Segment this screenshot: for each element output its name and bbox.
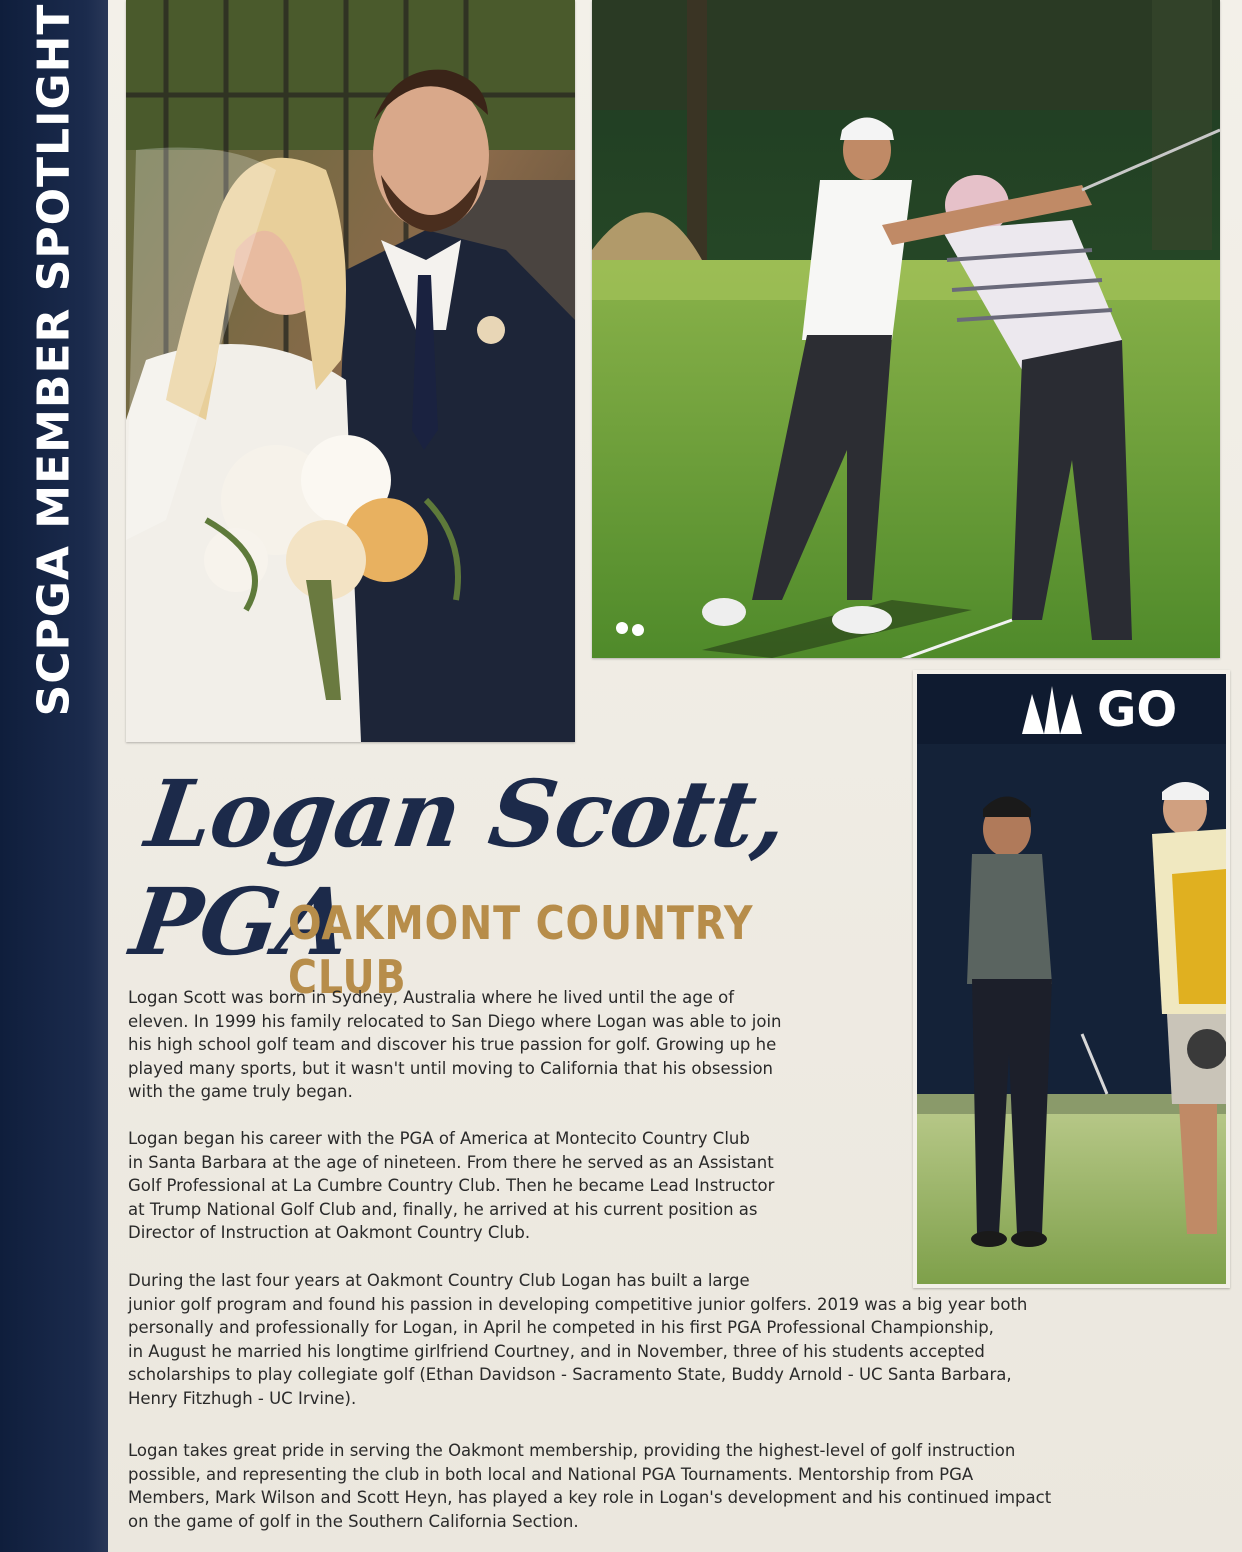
club-name-title: OAKMONT COUNTRY CLUB bbox=[288, 896, 754, 1004]
side-banner-text: SCPGA MEMBER SPOTLIGHT bbox=[28, 3, 80, 717]
golf-lesson-photo bbox=[592, 0, 1220, 658]
bio-paragraph-1: Logan Scott was born in Sydney, Australia where he lived until the age of eleven. In 1999 his family relocated to San Diego where Logan was able to join his high school golf team and discover his true passion for golf. Growing up he played many sports, but it wasn't until moving to California that his obsession with the game truly began. bbox=[128, 988, 782, 1102]
tournament-photo bbox=[913, 670, 1230, 1288]
banner-text: GO bbox=[1097, 682, 1178, 738]
bio-paragraph-2: Logan began his career with the PGA of America at Montecito Country Club in Santa Barbara at the age of nineteen. From there he served as an Assistant Golf Professional at La Cumbre Country Club. Then he became Lead Instructor at Trump National Golf Club and, finally, he arrived at his current position as Director of Instruction at Oakmont Country Club. bbox=[128, 1129, 775, 1243]
side-banner bbox=[0, 0, 108, 1552]
wedding-photo-illustration bbox=[126, 0, 575, 742]
bio-paragraph-3: During the last four years at Oakmont Country Club Logan has built a large junior golf program and found his passion in developing competitive junior golfers. 2019 was a big year both personally and professionally for Logan, in April he competed in his first PGA Professional Championship, in August he married his longtime girlfriend Courtney, and in November, three of his students accepted scholarships to play collegiate golf (Ethan Davidson - Sacramento State, Buddy Arnold - UC Santa Barbara, Henry Fitzhugh - UC Irvine). bbox=[128, 1271, 1028, 1408]
tournament-illustration bbox=[917, 674, 1226, 1284]
member-name-title: Logan Scott, PGA bbox=[124, 760, 793, 976]
bio-paragraph-4: Logan takes great pride in serving the Oakmont membership, providing the highest-level of golf instruction possible, and representing the club in both local and National PGA Tournaments. Mentorship from PGA Members, Mark Wilson and Scott Heyn, has played a key role in Logan's development and his continued impact on the game of golf in the Southern California Section. bbox=[128, 1441, 1052, 1531]
golf-lesson-illustration bbox=[592, 0, 1220, 658]
wedding-photo bbox=[126, 0, 575, 742]
